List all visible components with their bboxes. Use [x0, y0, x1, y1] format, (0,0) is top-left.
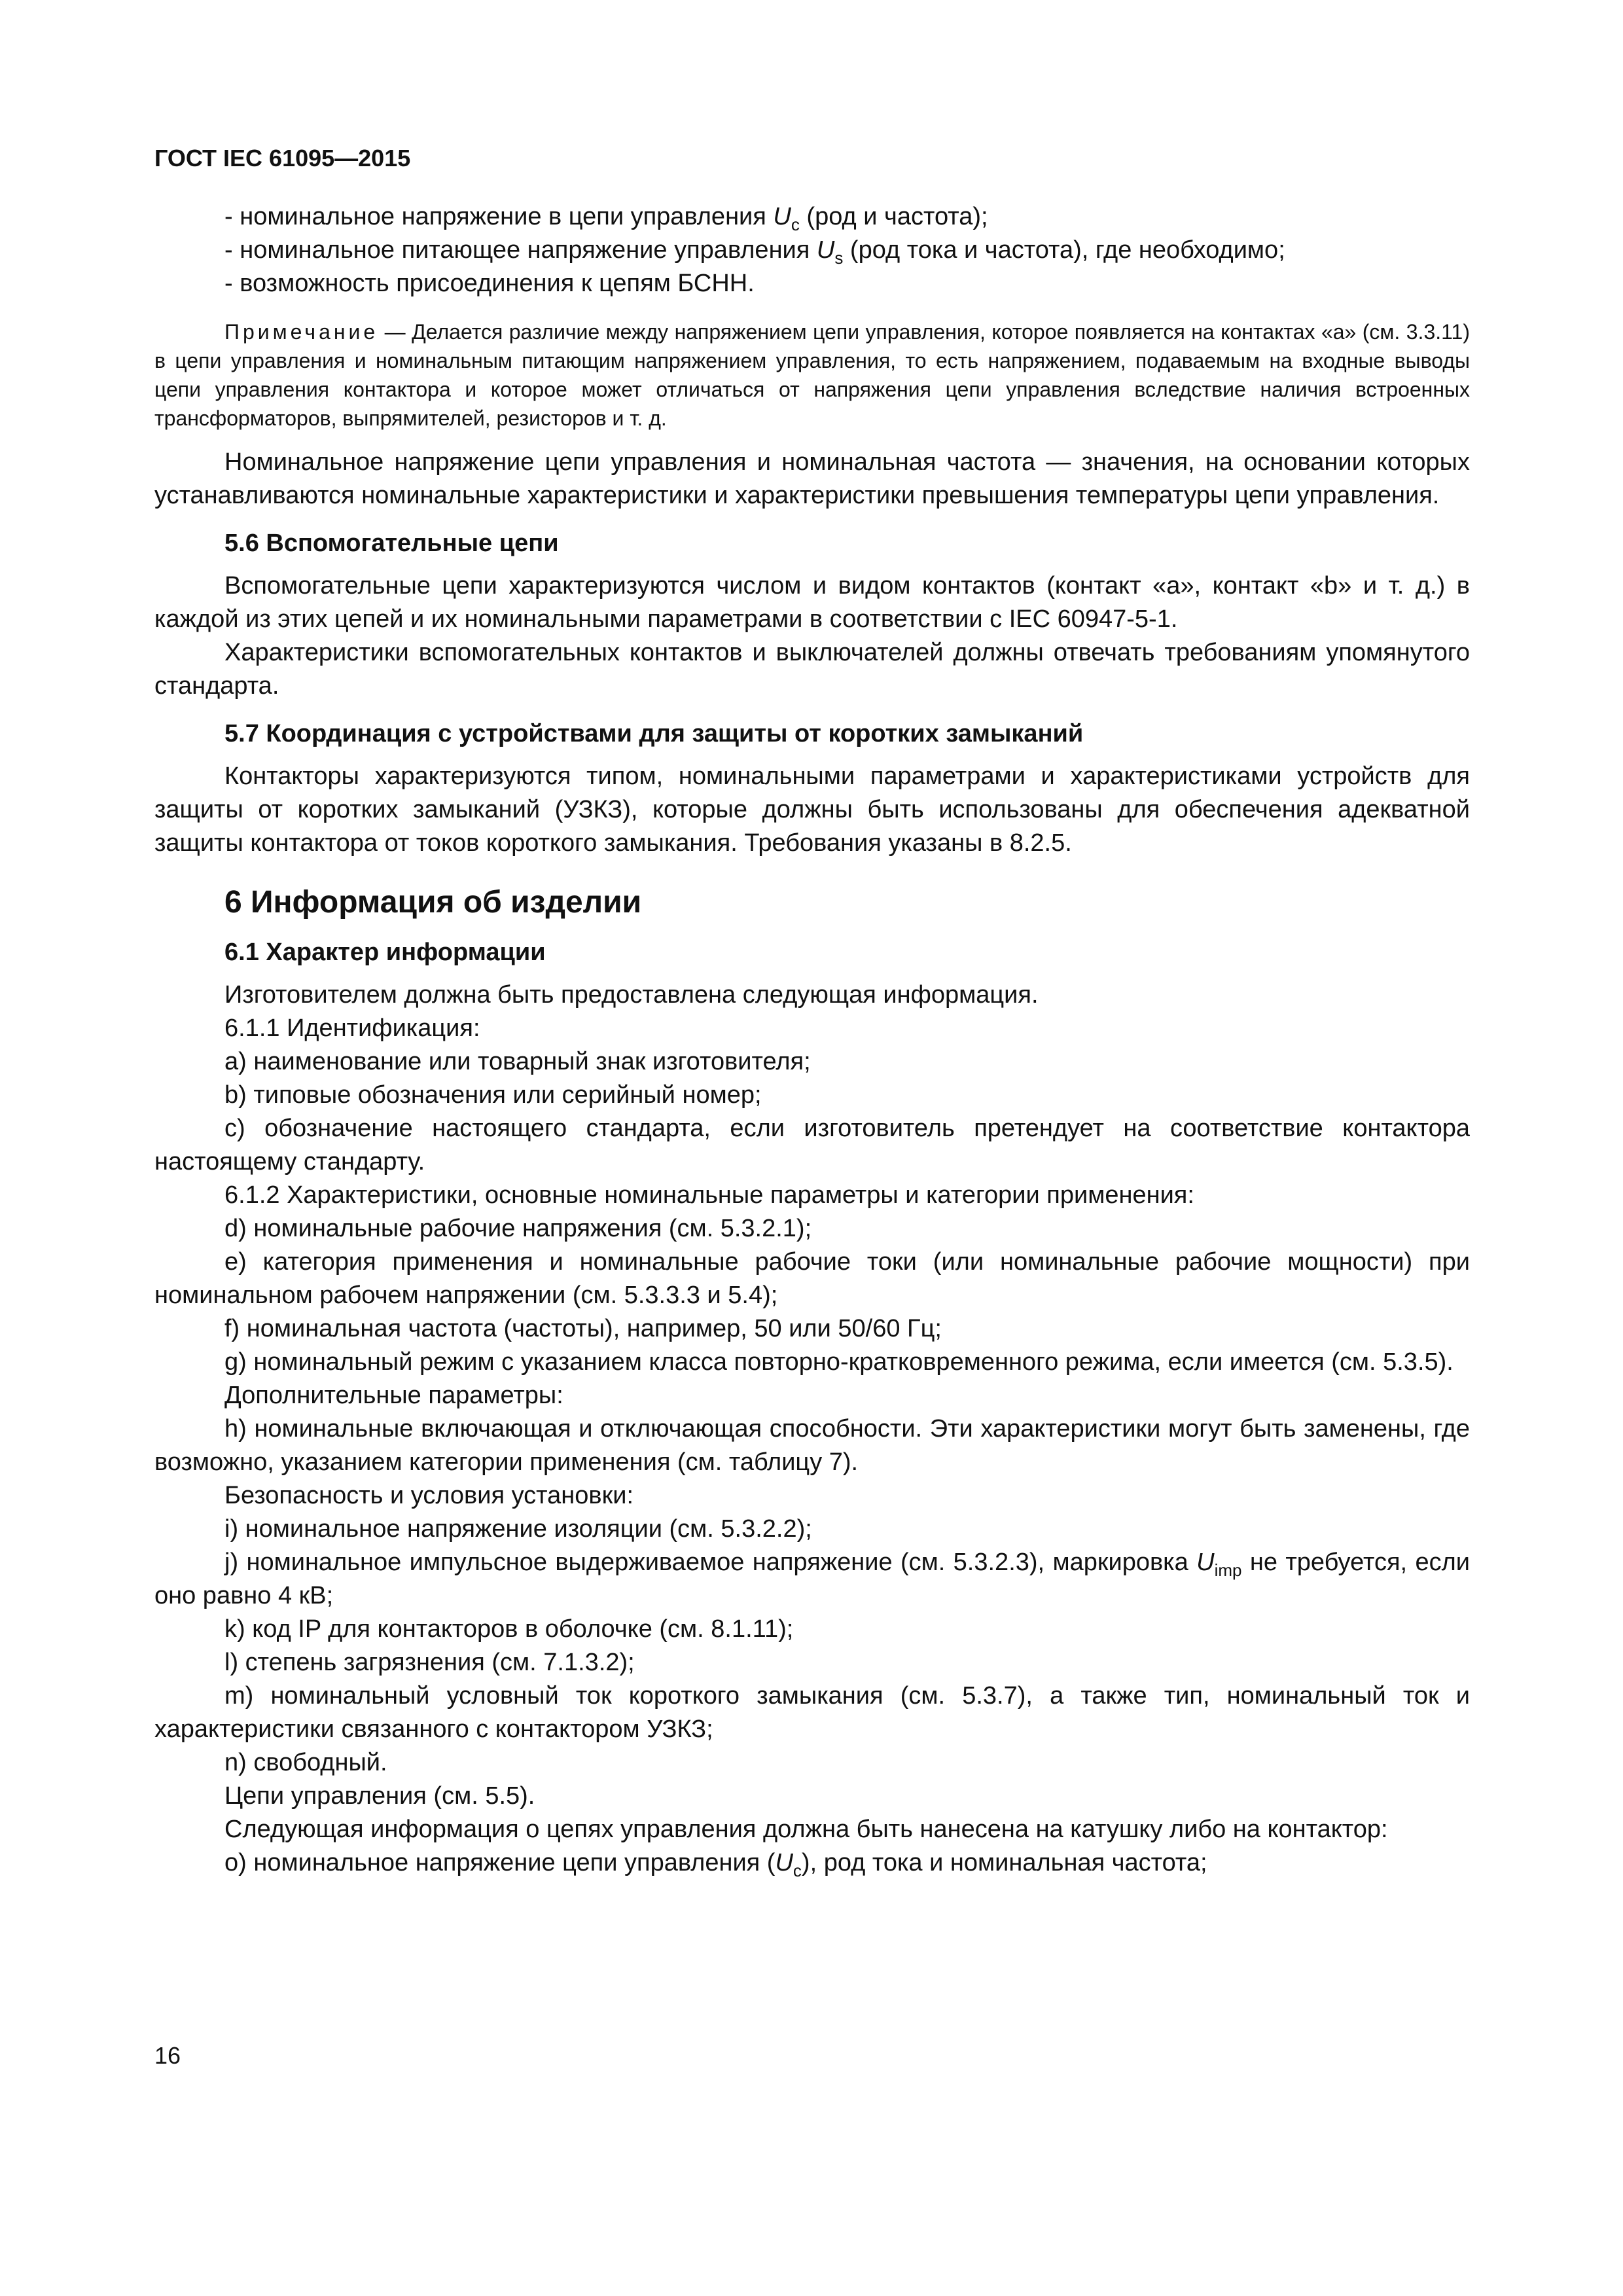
list-item: b) типовые обозначения или серийный номер;	[224, 1081, 762, 1109]
list-item: d) номинальные рабочие напряжения (см. 5.3.2.1);	[224, 1215, 812, 1242]
paragraph: Вспомогательные цепи характеризуются числом и видом контактов (контакт «a», контакт «b» и т. д.) в каждой из этих цепей и их номинальными параметрами в соответствии с IEC 60947-5-1.	[154, 572, 1470, 633]
paragraph: Контакторы характеризуются типом, номинальными параметрами и характеристиками устройств для защиты от коротких замыканий (УЗКЗ), которые должны быть использованы для обеспечения адекватной защиты контактора от токов короткого замыкания. Требования указаны в 8.2.5.	[154, 762, 1470, 857]
list-item: 6.1.2 Характеристики, основные номинальные параметры и категории применения:	[224, 1181, 1194, 1209]
list-item: n) свободный.	[224, 1749, 387, 1776]
list-item: 6.1.1 Идентификация:	[224, 1014, 480, 1042]
list-item: Следующая информация о цепях управления должна быть нанесена на катушку либо на контактор:	[224, 1816, 1388, 1843]
list-item: g) номинальный режим с указанием класса повторно-кратковременного режима, если имеется (см. 5.3.5).	[224, 1348, 1454, 1376]
section-heading-6: 6 Информация об изделии	[224, 885, 642, 920]
list-item: j) номинальное импульсное выдерживаемое напряжение (см. 5.3.2.3), маркировка $U_{imp}$ не требуется, если оно равно 4 кВ;	[154, 1549, 1470, 1609]
list-item: f) номинальная частота (частоты), например, 50 или 50/60 Гц;	[224, 1315, 942, 1342]
section-heading-5-7: 5.7 Координация с устройствами для защиты от коротких замыканий	[224, 720, 1084, 747]
list-item: - номинальное питающее напряжение управления $U_s$ (род тока и частота), где необходимо;	[224, 236, 1285, 268]
list-item: Безопасность и условия установки:	[224, 1482, 633, 1509]
paragraph: Характеристики вспомогательных контактов и выключателей должны отвечать требованиям упомянутого стандарта.	[154, 639, 1470, 700]
list-item: e) категория применения и номинальные рабочие токи (или номинальные рабочие мощности) при номинальном рабочем напряжении (см. 5.3.3.3 и 5.4);	[154, 1248, 1470, 1309]
list-item: a) наименование или товарный знак изготовителя;	[224, 1048, 811, 1075]
list-item: k) код IP для контакторов в оболочке (см. 8.1.11);	[224, 1615, 794, 1643]
page-number: 16	[154, 2042, 181, 2069]
info-list	[154, 978, 1470, 1546]
list-item: - номинальное напряжение в цепи управления $U_c$ (род и частота);	[224, 203, 988, 234]
list-item: Изготовителем должна быть предоставлена следующая информация.	[224, 981, 1039, 1009]
note-label: Примечание	[224, 320, 379, 344]
list-item: l) степень загрязнения (см. 7.1.3.2);	[224, 1649, 635, 1676]
section-heading-5-6: 5.6 Вспомогательные цепи	[224, 529, 559, 557]
note: Примечание — Делается различие между напряжением цепи управления, которое появляется на контактах «а» (см. 3.3.11) в цепи управления и номинальным питающим напряжением управления, то есть напряжением, подаваемым на входные выводы цепи управления контактора и которое может отличаться от напряжения цепи управления вследствие наличия встроенных трансформаторов, выпрямителей, резисторов и т. д.	[154, 320, 1470, 430]
list-item: i) номинальное напряжение изоляции (см. 5.3.2.2);	[224, 1515, 812, 1543]
list-item: c) обозначение настоящего стандарта, если изготовитель претендует на соответствие контактора настоящему стандарту.	[154, 1115, 1470, 1175]
info-list	[154, 1613, 1470, 1846]
section-heading-6-1: 6.1 Характер информации	[224, 939, 546, 966]
list-item: h) номинальные включающая и отключающая способности. Эти характеристики могут быть заменены, где возможно, указанием категории применения (см. таблицу 7).	[154, 1415, 1470, 1476]
list-item: m) номинальный условный ток короткого замыкания (см. 5.3.7), а также тип, номинальный ток и характеристики связанного с контактором УЗКЗ;	[154, 1682, 1470, 1743]
list-item: o) номинальное напряжение цепи управления $(U_c)$, род тока и номинальная частота;	[224, 1849, 1207, 1880]
document-header: ГОСТ IEC 61095—2015	[154, 145, 411, 171]
list-item: Цепи управления (см. 5.5).	[224, 1782, 535, 1810]
document-page	[154, 143, 1470, 1880]
list-item: Дополнительные параметры:	[224, 1382, 563, 1409]
list-item: - возможность присоединения к цепям БСНН.	[224, 270, 755, 297]
paragraph: Номинальное напряжение цепи управления и номинальная частота — значения, на основании которых устанавливаются номинальные характеристики и характеристики превышения температуры цепи управления.	[154, 448, 1470, 509]
